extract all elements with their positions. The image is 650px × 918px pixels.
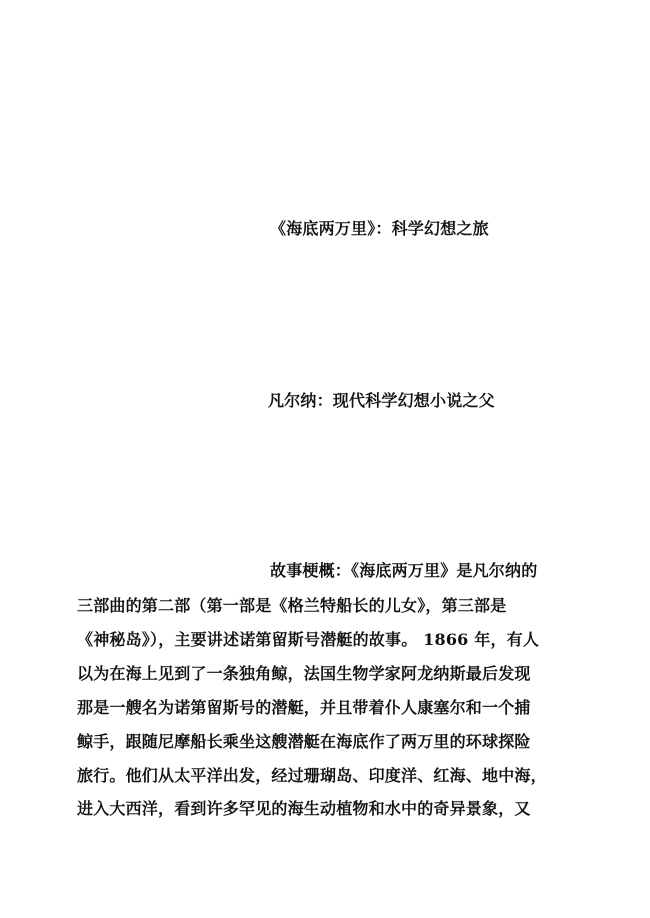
paragraph-line: 《神秘岛》），主要讲述诺第留斯号潜艇的故事。 1866 年，有人 xyxy=(77,630,540,649)
paragraph-line: 以为在海上见到了一条独角鲸，法国生物学家阿龙纳斯最后发现 xyxy=(77,664,531,683)
paragraph-line: 那是一艘名为诺第留斯号的潜艇，并且带着仆人康塞尔和一个捕 xyxy=(77,698,531,717)
paragraph-line: 鲸手，跟随尼摩船长乘坐这艘潜艇在海底作了两万里的环球探险 xyxy=(77,732,531,751)
document-subtitle: 凡尔纳：现代科学幻想小说之父 xyxy=(268,391,495,410)
paragraph-line: 三部曲的第二部（第一部是《格兰特船长的儿女》，第三部是 xyxy=(77,596,507,615)
paragraph-line: 旅行。他们从太平洋出发，经过珊瑚岛、印度洋、红海、地中海， xyxy=(77,766,547,785)
paragraph-line: 故事梗概：《海底两万里》是凡尔纳的 xyxy=(270,561,538,580)
document-title: 《海底两万里》：科学幻想之旅 xyxy=(270,219,489,238)
paragraph-line: 进入大西洋，看到许多罕见的海生动植物和水中的奇异景象，又 xyxy=(77,799,531,818)
